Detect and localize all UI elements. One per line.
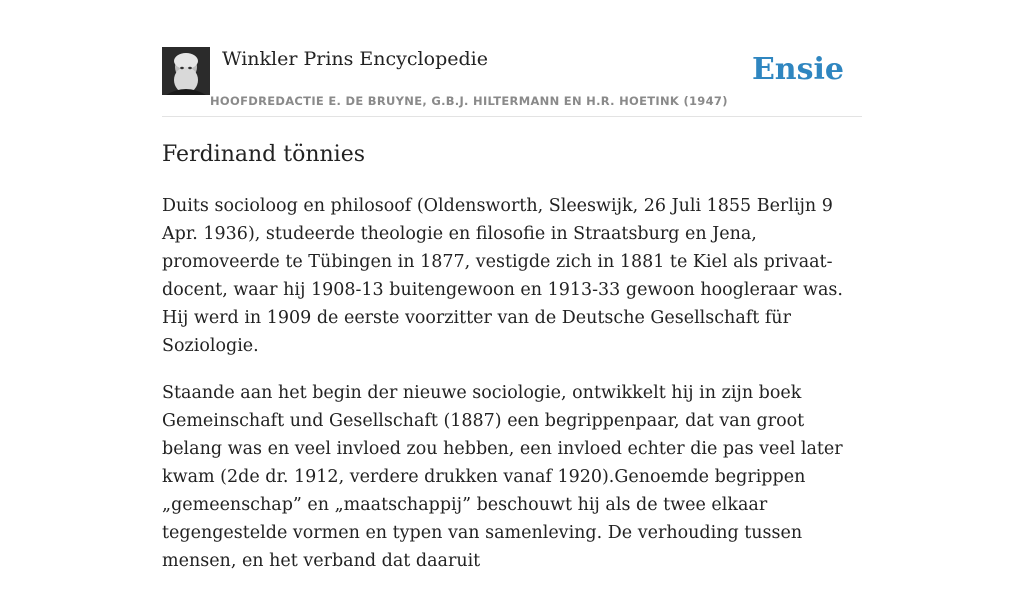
site-header	[162, 46, 862, 117]
site-title[interactable]: Winkler Prins Encyclopedie	[222, 48, 488, 70]
paragraph-1: Duits socioloog en philosoof (Oldensworth, Sleeswijk, 26 Juli 1855 Berlijn 9 Apr. 1936), studeerde theologie en filosofie in Straatsburg en Jena, promoveerde te Tübingen in 1877, vestigde zich in 1881 te Kiel als privaat-docent, waar hij 1908-13 buitengewoon en 1913-33 gewoon hoogleraar was. Hij werd in 1909 de eerste voorzitter van de Deutsche Gesellschaft für Soziologie.	[162, 196, 843, 356]
portrait-photo-icon	[162, 47, 210, 95]
editorial-subtitle: HOOFDREDACTIE E. DE BRUYNE, G.B.J. HILTERMANN EN H.R. HOETINK (1947)	[210, 94, 728, 108]
page-title: Ferdinand tönnies	[162, 142, 366, 167]
avatar[interactable]	[162, 47, 210, 95]
article-body	[162, 192, 862, 594]
brand-logo[interactable]: Ensie	[751, 52, 844, 87]
paragraph-2: Staande aan het begin der nieuwe sociologie, ontwikkelt hij in zijn boek Gemeinschaft und Gesellschaft (1887) een begrippenpaar, dat van groot belang was en veel invloed zou hebben, een invloed echter die pas veel later kwam (2de dr. 1912, verdere drukken vanaf 1920).Genoemde begrippen „gemeenschap” en „maatschappij” beschouwt hij als de twee elkaar tegengestelde vormen en typen van samenleving. De verhouding tussen mensen, en het verband dat daaruit	[162, 383, 843, 571]
